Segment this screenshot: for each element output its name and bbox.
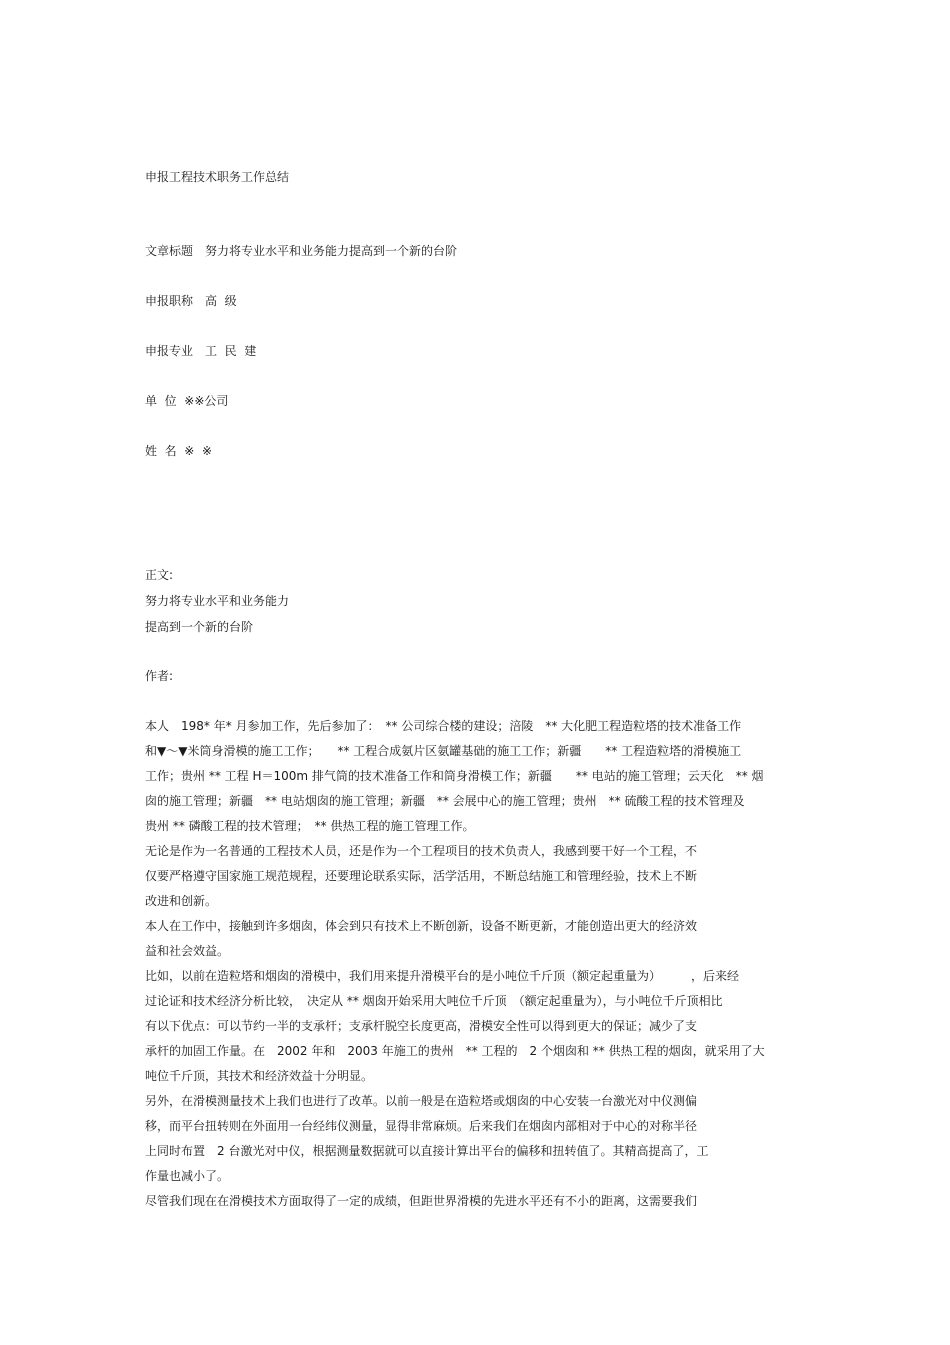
author-label: 作者: [145, 669, 174, 683]
body-line: 过论证和技术经济分析比较， 决定从 ** 烟囱开始采用大吨位千斤顶 （额定起重量为），与小吨位千斤顶相比 [145, 994, 723, 1008]
body-line: 囱的施工管理；新疆 ** 电站烟囱的施工管理；新疆 ** 会展中心的施工管理；贵州 ** 硫酸工程的技术管理及 [145, 794, 745, 808]
field-article-title: 文章标题 努力将专业水平和业务能力提高到一个新的台阶 [145, 244, 458, 258]
body-line: 改进和创新。 [145, 894, 218, 908]
body-line: 有以下优点：可以节约一半的支承杆；支承杆脱空长度更高，滑模安全性可以得到更大的保证；减少了支 [145, 1019, 698, 1033]
body-line: 工作；贵州 ** 工程 H＝100m 排气筒的技术准备工作和筒身滑模工作；新疆 ** 电站的施工管理；云天化 ** 烟 [145, 769, 764, 783]
field-job-title: 申报职称 高 级 [145, 294, 237, 308]
body-line: 和▼～▼米筒身滑模的施工工作； ** 工程合成氨片区氨罐基础的施工工作；新疆 ** 工程造粒塔的滑模施工 [145, 744, 742, 758]
body-line: 仅要严格遵守国家施工规范规程，还要理论联系实际，活学活用，不断总结施工和管理经验，技术上不断 [145, 869, 698, 883]
body-title-line: 提高到一个新的台阶 [145, 620, 254, 634]
body-line: 本人 198* 年* 月参加工作，先后参加了： ** 公司综合楼的建设；涪陵 ** 大化肥工程造粒塔的技术准备工作 [145, 719, 742, 733]
body-line: 贵州 ** 磷酸工程的技术管理； ** 供热工程的施工管理工作。 [145, 819, 475, 833]
body-label: 正文: [145, 568, 174, 582]
body-line: 上同时布置 2 台激光对中仪，根据测量数据就可以直接计算出平台的偏移和扭转值了。其精高提高了，工 [145, 1144, 709, 1158]
body-title-line: 努力将专业水平和业务能力 [145, 594, 290, 608]
field-unit: 单 位 ※※公司 [145, 394, 229, 408]
body-line: 本人在工作中，接触到许多烟囱，体会到只有技术上不断创新，设备不断更新，才能创造出更大的经济效 [145, 919, 698, 933]
body-line: 另外，在滑模测量技术上我们也进行了改革。以前一般是在造粒塔或烟囱的中心安装一台激光对中仪测偏 [145, 1094, 698, 1108]
field-specialty: 申报专业 工 民 建 [145, 344, 257, 358]
document-title: 申报工程技术职务工作总结 [145, 170, 290, 184]
body-line: 承杆的加固工作量。在 2002 年和 2003 年施工的贵州 ** 工程的 2 个烟囱和 ** 供热工程的烟囱，就采用了大 [145, 1044, 765, 1058]
body-line: 比如，以前在造粒塔和烟囱的滑模中，我们用来提升滑模平台的是小吨位千斤顶（额定起重量为） ，后来经 [145, 969, 740, 983]
body-line: 益和社会效益。 [145, 944, 230, 958]
body-line: 吨位千斤顶，其技术和经济效益十分明显。 [145, 1069, 374, 1083]
field-name: 姓 名 ※ ※ [145, 444, 212, 458]
body-line: 移，而平台扭转则在外面用一台经纬仪测量，显得非常麻烦。后来我们在烟囱内部相对于中心的对称半径 [145, 1119, 698, 1133]
body-line: 作量也减小了。 [145, 1169, 230, 1183]
body-line: 无论是作为一名普通的工程技术人员，还是作为一个工程项目的技术负责人，我感到要干好一个工程，不 [145, 844, 698, 858]
body-line: 尽管我们现在在滑模技术方面取得了一定的成绩，但距世界滑模的先进水平还有不小的距离，这需要我们 [145, 1194, 698, 1208]
